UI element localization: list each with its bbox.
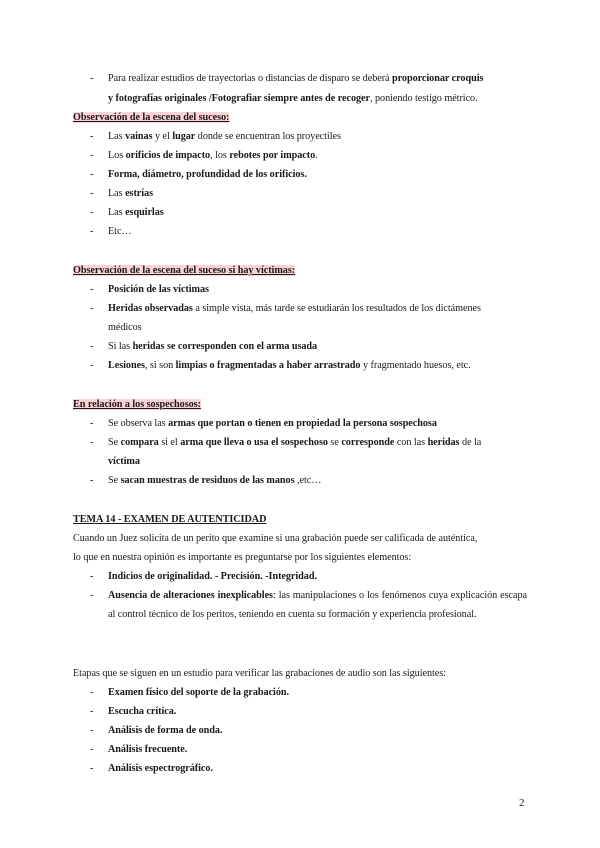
bullet-dash: - [90, 169, 94, 180]
bullet-dash: - [90, 475, 94, 486]
list-item: Si las heridas se corresponden con el arma usada [108, 341, 318, 352]
paragraph-line: lo que en nuestra opinión es importante es preguntarse por los siguientes elementos: [73, 552, 412, 563]
bullet-dash: - [90, 744, 94, 755]
bullet-dash: - [90, 150, 94, 161]
section-heading-victims: Observación de la escena del suceso si hay víctimas: [73, 265, 296, 276]
list-item: Posición de las víctimas [108, 284, 209, 295]
paragraph-line: Etapas que se siguen en un estudio para verificar las grabaciones de audio son las siguientes: [73, 668, 446, 679]
section-heading-scene: Observación de la escena del suceso: [73, 112, 230, 123]
list-item: Se compara si el arma que lleva o usa el sospechoso se corresponde con las heridas de la [108, 437, 482, 448]
section-title-tema-14: TEMA 14 - EXAMEN DE AUTENTICIDAD [73, 514, 267, 525]
bullet-dash: - [90, 706, 94, 717]
intro-line-2: y fotografías originales /Fotografiar siempre antes de recoger, poniendo testigo métrico. [108, 93, 478, 104]
list-item: Las estrías [108, 188, 154, 199]
bullet-dash: - [90, 131, 94, 142]
list-item: Lesiones, si son limpias o fragmentadas a haber arrastrado y fragmentado huesos, etc. [108, 360, 471, 371]
list-item: Indicios de originalidad. - Precisión. -Integridad. [108, 571, 317, 582]
bullet-dash: - [90, 303, 94, 314]
list-item: Examen físico del soporte de la grabación. [108, 687, 289, 698]
list-item: Heridas observadas a simple vista, más tarde se estudiarán los resultados de los dictámenes [108, 303, 481, 314]
bullet-dash: - [90, 284, 94, 295]
page-number: 2 [519, 797, 525, 809]
bullet-dash: - [90, 341, 94, 352]
paragraph-line: Cuando un Juez solicita de un perito que examine si una grabación puede ser calificada de auténtica, [73, 533, 478, 544]
bullet-dash: - [90, 590, 94, 601]
list-item: Etc… [108, 226, 132, 237]
list-item: Análisis de forma de onda. [108, 725, 223, 736]
list-item: Se observa las armas que portan o tienen en propiedad la persona sospechosa [108, 418, 437, 429]
section-heading-suspects: En relación a los sospechosos: [73, 399, 201, 410]
bullet-dash: - [90, 725, 94, 736]
list-item: Los orificios de impacto, los rebotes por impacto. [108, 150, 318, 161]
bullet-dash: - [90, 418, 94, 429]
bullet-dash: - [90, 73, 94, 84]
list-item: Las esquirlas [108, 207, 164, 218]
list-item: Las vainas y el lugar donde se encuentran los proyectiles [108, 131, 341, 142]
list-item: Se sacan muestras de residuos de las manos ,etc… [108, 475, 322, 486]
bullet-dash: - [90, 687, 94, 698]
intro-line-1: Para realizar estudios de trayectorias o distancias de disparo se deberá proporcionar croquis [108, 73, 484, 84]
bullet-dash: - [90, 360, 94, 371]
bullet-dash: - [90, 437, 94, 448]
bullet-dash: - [90, 188, 94, 199]
bullet-dash: - [90, 207, 94, 218]
list-item-paragraph: Ausencia de alteraciones inexplicables: las manipulaciones o los fenómenos cuya explicación escapa al control técnico de los peritos, teniendo en cuenta su formación y experiencia profesional. [108, 590, 527, 620]
bullet-dash: - [90, 226, 94, 237]
list-item: Forma, diámetro, profundidad de los orificios. [108, 169, 307, 180]
list-item: Análisis frecuente. [108, 744, 188, 755]
list-item-continuation: víctima [108, 456, 140, 467]
list-item-continuation: médicos [108, 322, 142, 333]
bullet-dash: - [90, 571, 94, 582]
bullet-dash: - [90, 763, 94, 774]
list-item: Análisis espectrográfico. [108, 763, 213, 774]
list-item: Escucha crítica. [108, 706, 177, 717]
